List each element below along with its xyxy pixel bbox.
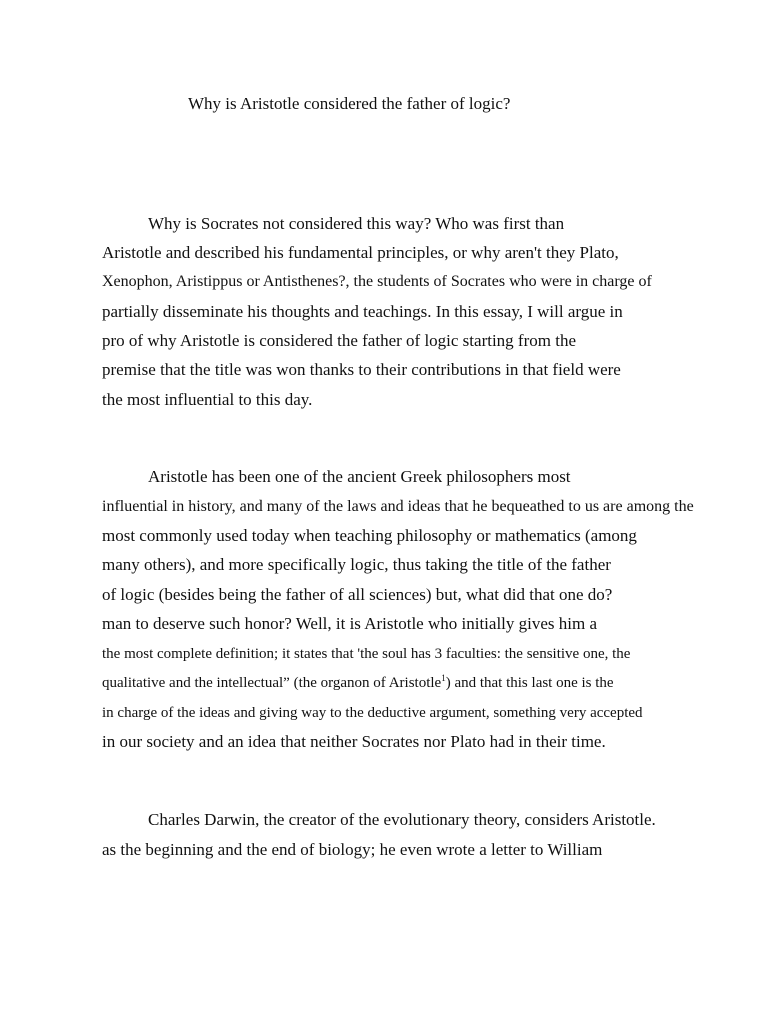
footnote-marker: 1: [441, 673, 446, 683]
paragraph-2-line-7: the most complete definition; it states that 'the soul has 3 faculties: the sensitive one, the: [102, 646, 631, 662]
paragraph-2-line-2: influential in history, and many of the laws and ideas that he bequeathed to us are among the: [102, 498, 694, 515]
paragraph-3-line-1: Charles Darwin, the creator of the evolutionary theory, considers Aristotle.: [148, 810, 656, 829]
paragraph-1-line-5: pro of why Aristotle is considered the father of logic starting from the: [102, 331, 576, 350]
paragraph-1-line-3: Xenophon, Aristippus or Antisthenes?, the students of Socrates who were in charge of: [102, 273, 652, 290]
document-title: Why is Aristotle considered the father of logic?: [188, 94, 511, 113]
paragraph-3-line-2: as the beginning and the end of biology; he even wrote a letter to William: [102, 840, 603, 859]
paragraph-1-line-1: Why is Socrates not considered this way? Who was first than: [148, 214, 565, 233]
paragraph-2-line-3: most commonly used today when teaching philosophy or mathematics (among: [102, 526, 637, 545]
paragraph-2-line-8-text-a: qualitative and the intellectual” (the organon of Aristotle: [102, 675, 442, 691]
paragraph-2-line-9: in charge of the ideas and giving way to the deductive argument, something very accepted: [102, 705, 643, 721]
paragraph-2-line-1: Aristotle has been one of the ancient Greek philosophers most: [148, 467, 571, 486]
paragraph-2-line-6: man to deserve such honor? Well, it is Aristotle who initially gives him a: [102, 614, 598, 633]
paragraph-2-line-10: in our society and an idea that neither Socrates nor Plato had in their time.: [102, 732, 606, 751]
paragraph-1-line-6: premise that the title was won thanks to their contributions in that field were: [102, 360, 621, 379]
paragraph-2-line-8-text-b: ) and that this last one is the: [445, 675, 614, 691]
paragraph-1-line-2: Aristotle and described his fundamental principles, or why aren't they Plato,: [102, 243, 619, 262]
paragraph-2-line-4: many others), and more specifically logic, thus taking the title of the father: [102, 555, 611, 574]
paragraph-1-line-4: partially disseminate his thoughts and teachings. In this essay, I will argue in: [102, 302, 623, 321]
paragraph-2-line-8: [102, 672, 614, 694]
paragraph-1-line-7: the most influential to this day.: [102, 390, 313, 409]
paragraph-2-line-5: of logic (besides being the father of all sciences) but, what did that one do?: [102, 585, 613, 604]
